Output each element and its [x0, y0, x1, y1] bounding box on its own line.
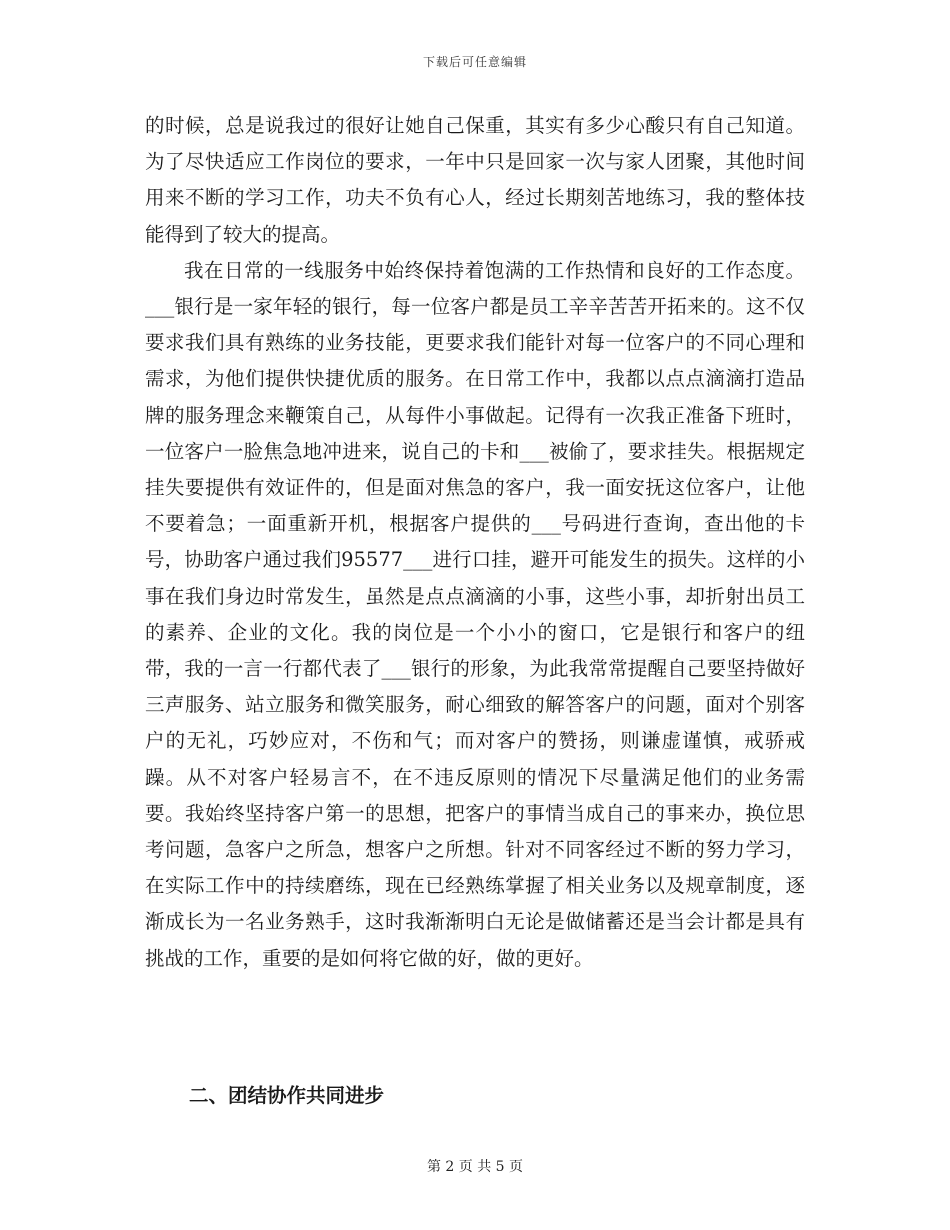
page-header: 下载后可任意编辑 — [422, 55, 527, 69]
paragraph-service: 我在日常的一线服务中始终保持着饱满的工作热情和良好的工作态度。___银行是一家年轻的银行，每一位客户都是员工辛辛苦苦开拓来的。这不仅要求我们具有熟练的业务技能，更要求我们能针对每一位客户的不同心理和需求，为他们提供快捷优质的服务。在日常工作中，我都以点点滴滴打造品牌的服务理念来鞭策自己，从每件小事做起。记得有一次我正准备下班时，一位客户一脸焦急地冲进来，说自己的卡和___被偷了，要求挂失。根据规定挂失要提供有效证件的，但是面对焦急的客户，我一面安抚这位客户，让他不要着急；一面重新开机，根据客户提供的___号码进行查询，查出他的卡号，协助客户通过我们95577___进行口挂，避开可能发生的损失。这样的小事在我们身边时常发生，虽然是点点滴滴的小事，这些小事，却折射出员工的素养、企业的文化。我的岗位是一个小小的窗口，它是银行和客户的纽带，我的一言一行都代表了___银行的形象，为此我常常提醒自己要坚持做好三声服务、站立服务和微笑服务，耐心细致的解答客户的问题，面对个别客户的无礼，巧妙应对，不伤和气；而对客户的赞扬，则谦虚谨慎，戒骄戒躁。从不对客户轻易言不，在不违反原则的情况下尽量满足他们的业务需要。我始终坚持客户第一的思想，把客户的事情当成自己的事来办，换位思考问题，急客户之所急，想客户之所想。针对不同客经过不断的努力学习，在实际工作中的持续磨练，现在已经熟练掌握了相关业务以及规章制度，逐渐成长为一名业务熟手，这时我渐渐明白无论是做储蓄还是当会计都是具有挑战的工作，重要的是如何将它做的好，做的更好。 — [145, 258, 805, 970]
section-heading: 二、团结协作共同进步 — [189, 1084, 385, 1107]
page-number: 第 2 页 共 5 页 — [426, 1159, 524, 1175]
document-body — [145, 108, 805, 977]
paragraph-continued: 的时候，总是说我过的很好让她自己保重，其实有多少心酸只有自己知道。为了尽快适应工作岗位的要求，一年中只是回家一次与家人团聚，其他时间用来不断的学习工作，功夫不负有心人，经过长期刻苦地练习，我的整体技能得到了较大的提高。 — [145, 114, 805, 246]
